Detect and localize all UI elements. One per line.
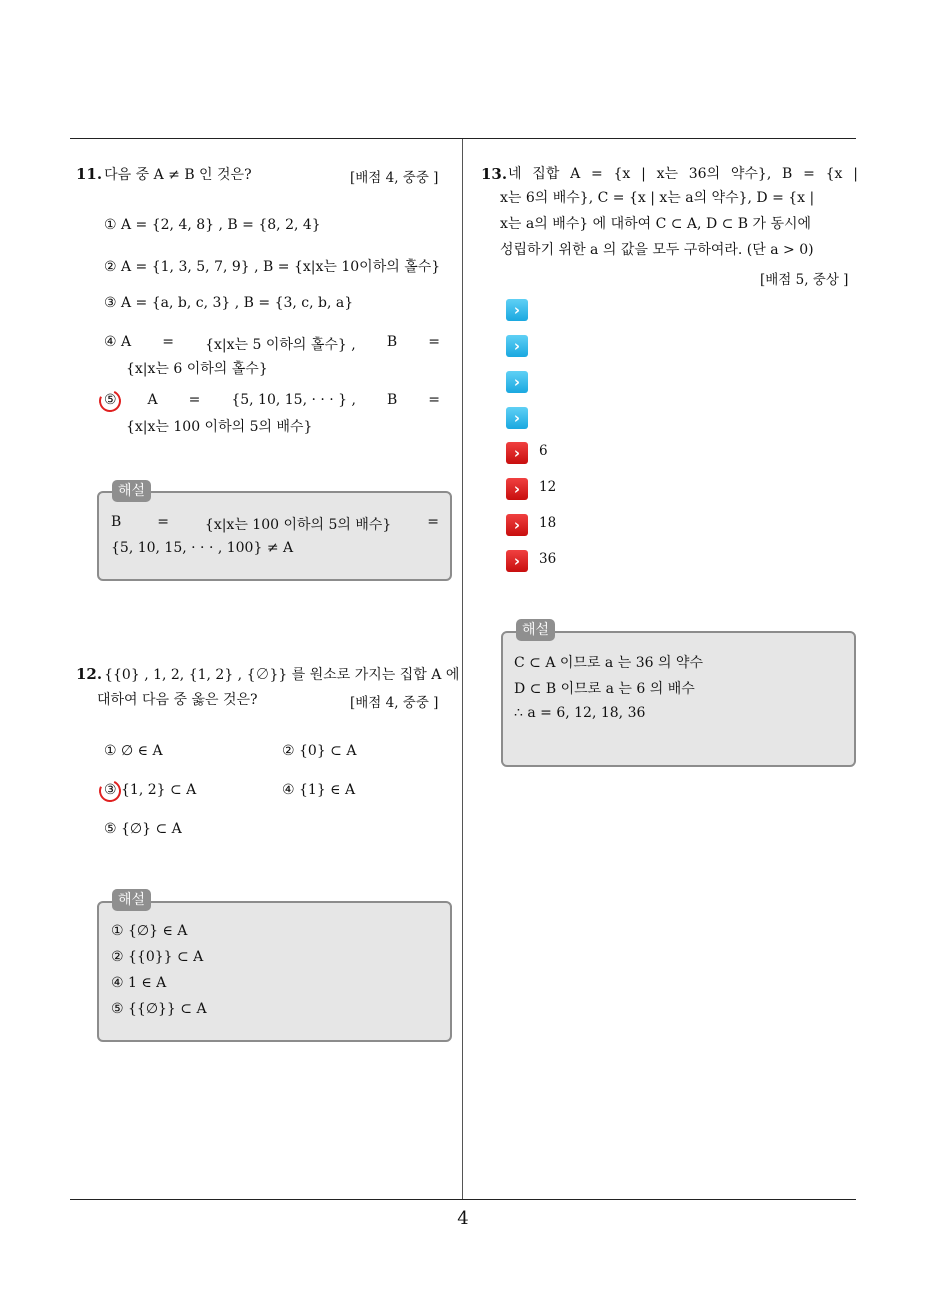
chevron-right-icon[interactable]: › bbox=[506, 550, 528, 572]
chevron-right-icon[interactable]: › bbox=[506, 407, 528, 429]
chevron-right-icon[interactable]: › bbox=[506, 442, 528, 464]
q11-opt5-eq2: = bbox=[428, 392, 440, 408]
top-rule bbox=[70, 138, 856, 139]
q12-score: [배점 4, 중중 ] bbox=[350, 695, 439, 711]
q12-solution-line: ④ 1 ∈ A bbox=[111, 975, 167, 991]
chevron-right-icon[interactable]: › bbox=[506, 371, 528, 393]
q12-opt3-num: ③ bbox=[104, 782, 117, 798]
q11-opt4-b: B bbox=[386, 334, 398, 350]
q12-solution-line: ① {∅} ∈ A bbox=[111, 923, 188, 939]
q12-number: 12. bbox=[76, 665, 103, 683]
q11-option-3[interactable]: ③ A = {a, b, c, 3} , B = {3, c, b, a} bbox=[104, 295, 354, 311]
q11-opt4-a: ④ A bbox=[104, 334, 132, 350]
q12-option-2[interactable]: ② {0} ⊂ A bbox=[282, 743, 357, 759]
q11-sol-b: B bbox=[111, 514, 122, 530]
q11-sol-eq: = bbox=[157, 514, 169, 530]
q11-number: 11. bbox=[76, 165, 103, 183]
q11-solution-line-1 bbox=[111, 514, 439, 534]
q13-solution-line: C ⊂ A 이므로 a 는 36 의 약수 bbox=[514, 655, 703, 671]
q11-option-2[interactable]: ② A = {1, 3, 5, 7, 9} , B = {x|x는 10이하의 홀수} bbox=[104, 259, 441, 275]
chevron-right-icon[interactable]: › bbox=[506, 478, 528, 500]
q13-solution-line: D ⊂ B 이므로 a 는 6 의 배수 bbox=[514, 681, 695, 697]
q11-opt4-eq2: = bbox=[428, 334, 440, 350]
q13-score: [배점 5, 중상 ] bbox=[760, 272, 849, 288]
q11-option-4[interactable] bbox=[104, 334, 440, 354]
q13-stem-line-2: x는 6의 배수}, C = {x | x는 a의 약수}, D = {x | bbox=[500, 190, 815, 206]
q11-option-5-line2: {x|x는 100 이하의 5의 배수} bbox=[126, 419, 313, 435]
q11-opt4-eq: = bbox=[162, 334, 174, 350]
column-divider bbox=[462, 139, 463, 1199]
q13-answer-value: 12 bbox=[539, 479, 557, 495]
chevron-right-icon[interactable]: › bbox=[506, 299, 528, 321]
q11-opt5-eq: = bbox=[188, 392, 201, 408]
q13-answer-value: 6 bbox=[539, 443, 548, 459]
page-number: 4 bbox=[457, 1208, 469, 1229]
q12-option-1[interactable]: ① ∅ ∈ A bbox=[104, 743, 163, 759]
bottom-rule bbox=[70, 1199, 856, 1200]
q12-solution-tag: 해설 bbox=[112, 889, 151, 911]
q11-sol-set: {x|x는 100 이하의 5의 배수} bbox=[204, 517, 392, 533]
q11-option-4-line2: {x|x는 6 이하의 홀수} bbox=[126, 361, 268, 377]
q13-solution-line: ∴ a = 6, 12, 18, 36 bbox=[514, 705, 646, 721]
q11-solution-tag: 해설 bbox=[112, 480, 151, 502]
q11-text: 다음 중 A ≠ B 인 것은? bbox=[104, 167, 252, 183]
q11-option-1[interactable]: ① A = {2, 4, 8} , B = {8, 2, 4} bbox=[104, 217, 321, 233]
q11-opt4-set: {x|x는 5 이하의 홀수} , bbox=[205, 337, 356, 353]
q13-answer-value: 36 bbox=[539, 551, 557, 567]
q12-option-5[interactable]: ⑤ {∅} ⊂ A bbox=[104, 821, 182, 837]
q13-answer-value: 18 bbox=[539, 515, 557, 531]
q11-opt5-a: A bbox=[147, 392, 158, 408]
chevron-right-icon[interactable]: › bbox=[506, 514, 528, 536]
q11-opt5-set: {5, 10, 15, · · · } , bbox=[231, 392, 356, 408]
q13-stem-line-1: 네 집합 A = {x | x는 36의 약수}, B = {x | bbox=[508, 166, 858, 182]
chevron-right-icon[interactable]: › bbox=[506, 335, 528, 357]
q11-solution-line-2: {5, 10, 15, · · · , 100} ≠ A bbox=[111, 540, 294, 556]
q11-opt5-b: B bbox=[386, 392, 398, 408]
q11-score: [배점 4, 중중 ] bbox=[350, 170, 439, 186]
q11-option-5[interactable] bbox=[104, 392, 440, 408]
q12-solution-line: ⑤ {{∅}} ⊂ A bbox=[111, 1001, 207, 1017]
q12-stem-line-2: 대하여 다음 중 옳은 것은? bbox=[97, 692, 258, 708]
q11-solution-box bbox=[97, 491, 452, 581]
q13-stem-line-3: x는 a의 배수} 에 대하여 C ⊂ A, D ⊂ B 가 동시에 bbox=[500, 216, 812, 232]
q12-opt3-text: {1, 2} ⊂ A bbox=[121, 782, 197, 798]
q11-stem bbox=[76, 162, 252, 187]
q13-stem-line-4: 성립하기 위한 a 의 값을 모두 구하여라. (단 a > 0) bbox=[500, 242, 814, 258]
q11-sol-eq2: = bbox=[427, 514, 439, 530]
q12-solution-line: ② {{0}} ⊂ A bbox=[111, 949, 204, 965]
q12-stem-line-1 bbox=[76, 662, 459, 687]
q12-option-3[interactable] bbox=[104, 782, 196, 798]
q13-solution-tag: 해설 bbox=[516, 619, 555, 641]
q12-text: {{0} , 1, 2, {1, 2} , {∅}} 를 원소로 가지는 집합 A 에 bbox=[104, 667, 460, 683]
q13-number: 13. bbox=[481, 165, 508, 183]
q12-option-4[interactable]: ④ {1} ∈ A bbox=[282, 782, 356, 798]
q11-opt5-num: ⑤ bbox=[104, 392, 117, 408]
